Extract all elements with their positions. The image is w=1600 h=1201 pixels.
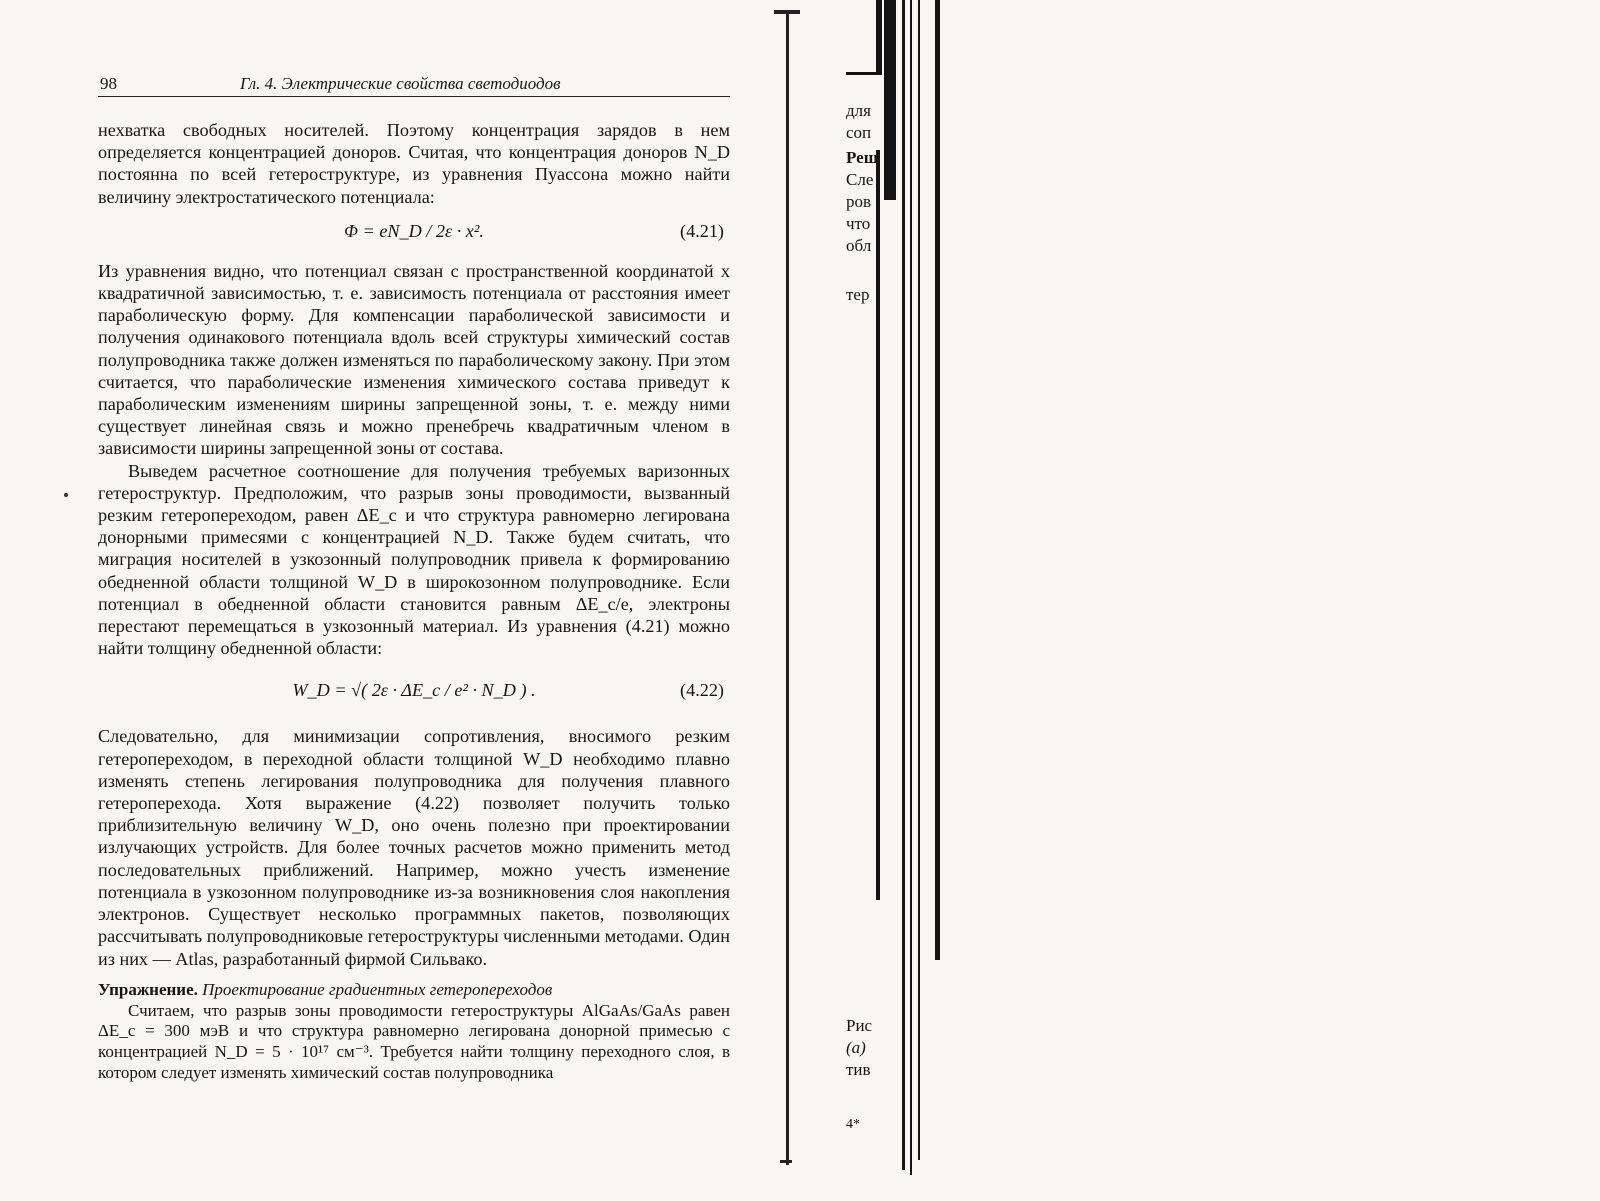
right-page-bar [876,150,880,900]
right-page-bar [935,0,940,960]
right-fragment: 4* [846,1117,860,1132]
scan-speck [64,493,68,497]
right-fragment: Рис [846,1016,873,1035]
equation-4-22 [98,663,730,721]
right-page-bar [910,0,912,1175]
running-header [98,72,730,97]
right-fragment: тив [846,1060,871,1079]
right-fragment: (а) [846,1038,866,1057]
right-page-bar [876,0,882,75]
paragraph-3: Выведем расчетное соотношение для получения требуемых варизонных гетероструктур. Предположим, что разрыв зоны проводимости, вызванный резким гетеропереходом, равен ΔE_c и что структура равномерно легирована донорными примесями с концентрацией N_D. Также будем считать, что миграция носителей в узкозонный полупроводник привела к формированию обедненной области толщиной W_D в широкозонном полупроводнике. Если потенциал в обедненной области становится равным ΔE_c/e, электроны перестают перемещаться в узкозонный материал. Из уравнения (4.21) можно найти толщину обедненной области: [98,460,730,659]
left-page [98,72,730,1084]
right-page-bar [902,0,905,1170]
exercise-text: Считаем, что разрыв зоны проводимости гетероструктуры AlGaAs/GaAs равен ΔE_c = 300 мэВ и что структура равномерно легирована донорной примесью с концентрацией N_D = 5 · 10¹⁷ см⁻³. Требуется найти толщину переходного слоя, в котором следует изменять химический состав полупроводника [98,1000,730,1082]
right-fragment: Сле [846,170,874,189]
right-fragment: соп [846,123,872,142]
right-fragment: обл [846,236,872,255]
equation-4-21 [98,212,730,256]
right-fragment: ров [846,192,872,211]
right-fragment: тер [846,285,870,304]
right-page-bar [918,0,920,1160]
equation-label: (4.22) [680,680,724,701]
body-text [98,119,730,970]
paragraph-2: Из уравнения видно, что потенциал связан с пространственной координатой x квадратичной зависимостью, т. е. зависимость потенциала от расстояния имеет параболическую форму. Для компенсации параболической зависимости и получения одинакового потенциала вдоль всей структуры химический состав полупроводника также должен изменяться по параболическому закону. При этом считается, что параболические изменения химического состава приведут к параболическим изменениям ширины запрещенной зоны, т. е. между ними существует линейная связь и можно пренебречь квадратичным членом в зависимости ширины запрещенной зоны от состава. [98,260,730,459]
right-page-bar [846,72,876,75]
exercise-title: Проектирование градиентных гетеропереходов [202,979,553,999]
book-spine-line [786,10,789,1165]
exercise-heading [98,980,730,1001]
equation-label: (4.21) [680,220,724,241]
paragraph-4: Следовательно, для минимизации сопротивления, вносимого резким гетеропереходом, в переходной области толщиной W_D необходимо плавно изменять степень легирования полупроводника для получения плавного гетероперехода. Хотя выражение (4.22) позволяет получить только приблизительную величину W_D, оно очень полезно при проектировании излучающих устройств. Для более точных расчетов можно применить метод последовательных приближений. Например, можно учесть изменение потенциала в узкозонном полупроводнике из-за возникновения слоя накопления электронов. Существует несколько программных пакетов, позволяющих рассчитывать полупроводниковые гетероструктуры численными методами. Один из них — Atlas, разработанный фирмой Сильвако. [98,726,730,969]
equation-formula: Φ = eN_D / 2ε · x². [344,220,484,241]
right-fragment: Реш [846,148,879,167]
spine-bottom-mark [780,1160,792,1163]
right-fragment: для [846,101,871,120]
page-number: 98 [100,74,117,93]
equation-formula: W_D = √( 2ε · ΔE_c / e² · N_D ) . [292,680,536,701]
running-title: Гл. 4. Электрические свойства светодиодов [240,74,561,93]
paragraph-1: нехватка свободных носителей. Поэтому концентрация зарядов в нем определяется концентрацией доноров. Считая, что концентрация доноров N_D постоянна по всей гетероструктуре, из уравнения Пуассона можно найти величину электростатического потенциала: [98,120,730,207]
right-page-bar [884,0,896,200]
right-fragment: что [846,214,871,233]
exercise-block [98,980,730,1084]
exercise-label: Упражнение. [98,979,198,999]
